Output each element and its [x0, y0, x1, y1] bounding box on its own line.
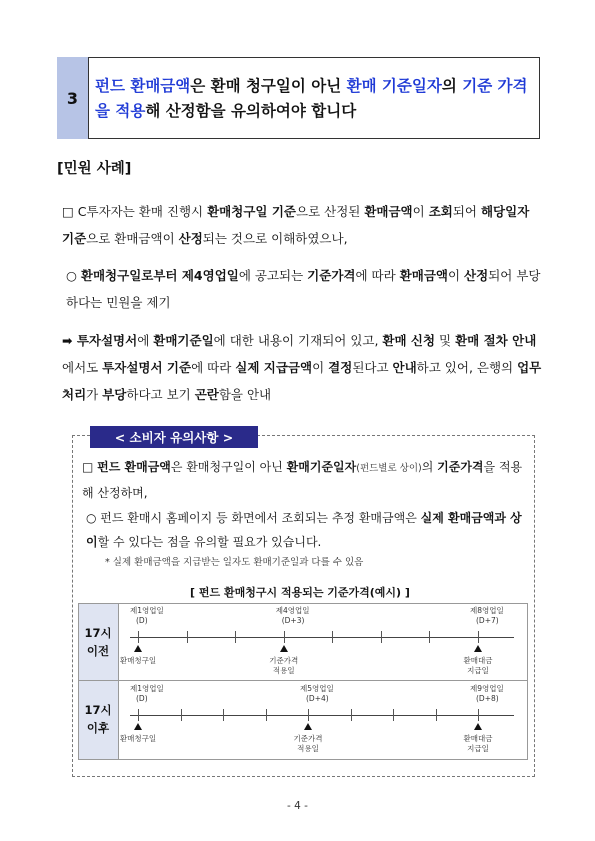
timeline-tick — [223, 709, 224, 721]
text-run: 투자설명서 — [76, 333, 138, 348]
event-label — [278, 734, 338, 754]
business-day-text: 제1영업일 — [130, 684, 164, 693]
consumer-notice-item-1 — [82, 455, 532, 505]
title-segment: 환매 기준일자 — [346, 77, 442, 95]
text-run: 산정 — [178, 231, 203, 246]
text-run: 되어 — [452, 204, 481, 219]
timeline-row-label — [82, 624, 114, 660]
event-text: 환매대금 — [463, 656, 493, 665]
timeline-tick — [138, 631, 139, 643]
timeline-tick — [429, 631, 430, 643]
timeline-tick — [381, 631, 382, 643]
text-run: 환매 절차 안내 — [455, 333, 537, 348]
text-run: 되어 부당하다는 민원을 제기 — [66, 268, 541, 310]
text-run: 되는 것으로 이해하였으나, — [202, 231, 348, 246]
timeline-tick — [266, 709, 267, 721]
page-number: - 4 - — [287, 800, 308, 812]
text-run: □ — [82, 460, 98, 474]
text-run: ○ — [66, 268, 81, 283]
text-run: 으로 환매금액이 — [86, 231, 179, 246]
business-day-label — [470, 684, 504, 704]
text-run: 환매기준일 — [153, 333, 214, 348]
timeline-tick — [478, 631, 479, 643]
text-run: 에 따라 — [355, 268, 400, 283]
business-day-text: (D+3) — [281, 616, 305, 625]
business-day-text: (D+7) — [476, 616, 499, 625]
text-run: 하다고 보기 — [126, 387, 195, 402]
event-text: 환매청구일 — [119, 656, 157, 665]
text-run: 가 — [86, 387, 103, 402]
business-day-label — [130, 606, 164, 626]
row-label-line: 17시 — [84, 626, 112, 640]
event-text: 기준가격 — [293, 734, 323, 743]
row-label-line: 17시 — [84, 703, 112, 717]
text-run: 환매기준일자 — [286, 460, 357, 474]
marker-triangle-icon — [134, 723, 142, 730]
marker-triangle-icon — [280, 645, 288, 652]
timeline-tick — [187, 631, 188, 643]
text-run: 에서도 — [62, 360, 103, 375]
marker-triangle-icon — [474, 645, 482, 652]
text-run: 안내 — [392, 360, 417, 375]
text-run: 된다고 — [352, 360, 393, 375]
marker-triangle-icon — [134, 645, 142, 652]
event-label — [448, 656, 508, 676]
text-run: 을 적용해 산정하며, — [82, 460, 523, 500]
text-run: 에 따라 — [191, 360, 236, 375]
title-segment: 펀드 환매금액 — [95, 77, 191, 95]
timeline-axis — [130, 715, 514, 716]
text-run: 환매 신청 — [382, 333, 436, 348]
text-run: 조회 — [428, 204, 453, 219]
text-run: 이 — [312, 360, 329, 375]
event-label — [108, 734, 168, 744]
section-number: 3 — [57, 57, 89, 139]
timeline-tick — [235, 631, 236, 643]
timeline-tick — [181, 709, 182, 721]
business-day-text: (D+4) — [306, 694, 329, 703]
timeline-tick — [436, 709, 437, 721]
text-run: 결정 — [328, 360, 353, 375]
case-paragraph-1 — [62, 198, 542, 252]
row-label-line: 이후 — [86, 721, 110, 735]
text-run: 에 공고되는 — [238, 268, 308, 283]
business-day-label — [276, 606, 310, 626]
event-text: 환매대금 — [463, 734, 493, 743]
business-day-text: (D+8) — [476, 694, 499, 703]
marker-triangle-icon — [304, 723, 312, 730]
text-run: 업무처리 — [62, 360, 542, 402]
business-day-label — [130, 684, 164, 704]
text-run: 함을 안내 — [218, 387, 272, 402]
text-run: 산정 — [464, 268, 489, 283]
event-label — [448, 734, 508, 754]
event-text: 지급일 — [467, 666, 489, 675]
marker-triangle-icon — [474, 723, 482, 730]
text-run: 하고 있어, 은행의 — [416, 360, 518, 375]
business-day-text: (D) — [136, 694, 148, 703]
timeline-axis — [130, 637, 514, 638]
text-run: ○ 펀드 환매시 홈페이지 등 화면에서 조회되는 추정 환매금액은 — [86, 511, 421, 525]
consumer-notice-item-2 — [86, 506, 532, 554]
business-day-text: 제8영업일 — [470, 606, 504, 615]
business-day-label — [470, 606, 504, 626]
event-text: 지급일 — [467, 744, 489, 753]
text-run: 실제 지급금액 — [235, 360, 313, 375]
section-title — [95, 74, 535, 124]
business-day-text: 제1영업일 — [130, 606, 164, 615]
timeline-row-label — [82, 701, 114, 737]
timeline-title: [ 펀드 환매청구시 적용되는 기준가격(예시) ] — [190, 586, 410, 599]
business-day-text: 제4영업일 — [275, 606, 310, 615]
event-text: 기준가격 — [269, 656, 299, 665]
case-title: [민원 사례] — [57, 161, 132, 177]
case-paragraph-3 — [62, 327, 542, 408]
text-run: ➡ — [62, 333, 77, 348]
business-day-text: 제5영업일 — [300, 684, 334, 693]
text-run: 환매금액 — [399, 268, 448, 283]
text-run: 환매청구일 기준 — [207, 204, 296, 219]
event-label — [254, 656, 314, 676]
timeline-tick — [478, 709, 479, 721]
text-run: 펀드 환매금액 — [97, 460, 171, 474]
text-run: 곤란 — [194, 387, 219, 402]
text-run: 해당일자 기준 — [62, 204, 530, 246]
timeline-tick — [393, 709, 394, 721]
event-label — [108, 656, 168, 666]
timeline-tick — [332, 631, 333, 643]
title-segment: 해 산정함을 유의하여야 합니다 — [145, 102, 357, 120]
text-run: 의 — [421, 460, 438, 474]
text-run: 기준가격 — [437, 460, 484, 474]
text-run: 투자설명서 기준 — [102, 360, 192, 375]
consumer-notice-title: < 소비자 유의사항 > — [90, 426, 258, 448]
business-day-text: (D) — [136, 616, 148, 625]
event-text: 환매청구일 — [119, 734, 157, 743]
timeline-tick — [308, 709, 309, 721]
text-run: 부당 — [102, 387, 127, 402]
case-paragraph-2 — [66, 262, 542, 316]
text-run: 환매청구일로부터 제4영업일 — [80, 268, 239, 283]
text-run: 할 수 있다는 점을 유의할 필요가 있습니다. — [97, 535, 322, 549]
consumer-notice-footnote: * 실제 환매금액을 지급받는 일자도 환매기준일과 다를 수 있음 — [105, 557, 364, 568]
title-segment: 의 — [441, 77, 463, 95]
title-segment: 은 환매 청구일이 아닌 — [190, 77, 347, 95]
timeline-row-divider — [78, 680, 528, 681]
text-run: 이 — [447, 268, 465, 283]
text-run: (펀드별로 상이) — [356, 463, 422, 474]
text-run: 에 — [137, 333, 154, 348]
business-day-label — [300, 684, 334, 704]
title-segment: 기준 가격을 적용 — [95, 77, 528, 120]
row-label-line: 이전 — [86, 644, 110, 658]
text-run: 에 대한 내용이 기재되어 있고, — [213, 333, 383, 348]
timeline-tick — [284, 631, 285, 643]
text-run: 기준가격 — [307, 268, 356, 283]
event-text: 적용일 — [272, 666, 295, 675]
business-day-text: 제9영업일 — [470, 684, 504, 693]
text-run: □ C투자자는 환매 진행시 — [62, 204, 208, 219]
text-run: 환매금액 — [364, 204, 413, 219]
text-run: 실제 환매금액과 상이 — [86, 511, 522, 549]
text-run: 이 — [412, 204, 429, 219]
text-run: 및 — [435, 333, 456, 348]
timeline-tick — [138, 709, 139, 721]
text-run: 은 환매청구일이 아닌 — [170, 460, 287, 474]
text-run: 으로 산정된 — [296, 204, 365, 219]
event-text: 적용일 — [297, 744, 319, 753]
timeline-tick — [351, 709, 352, 721]
